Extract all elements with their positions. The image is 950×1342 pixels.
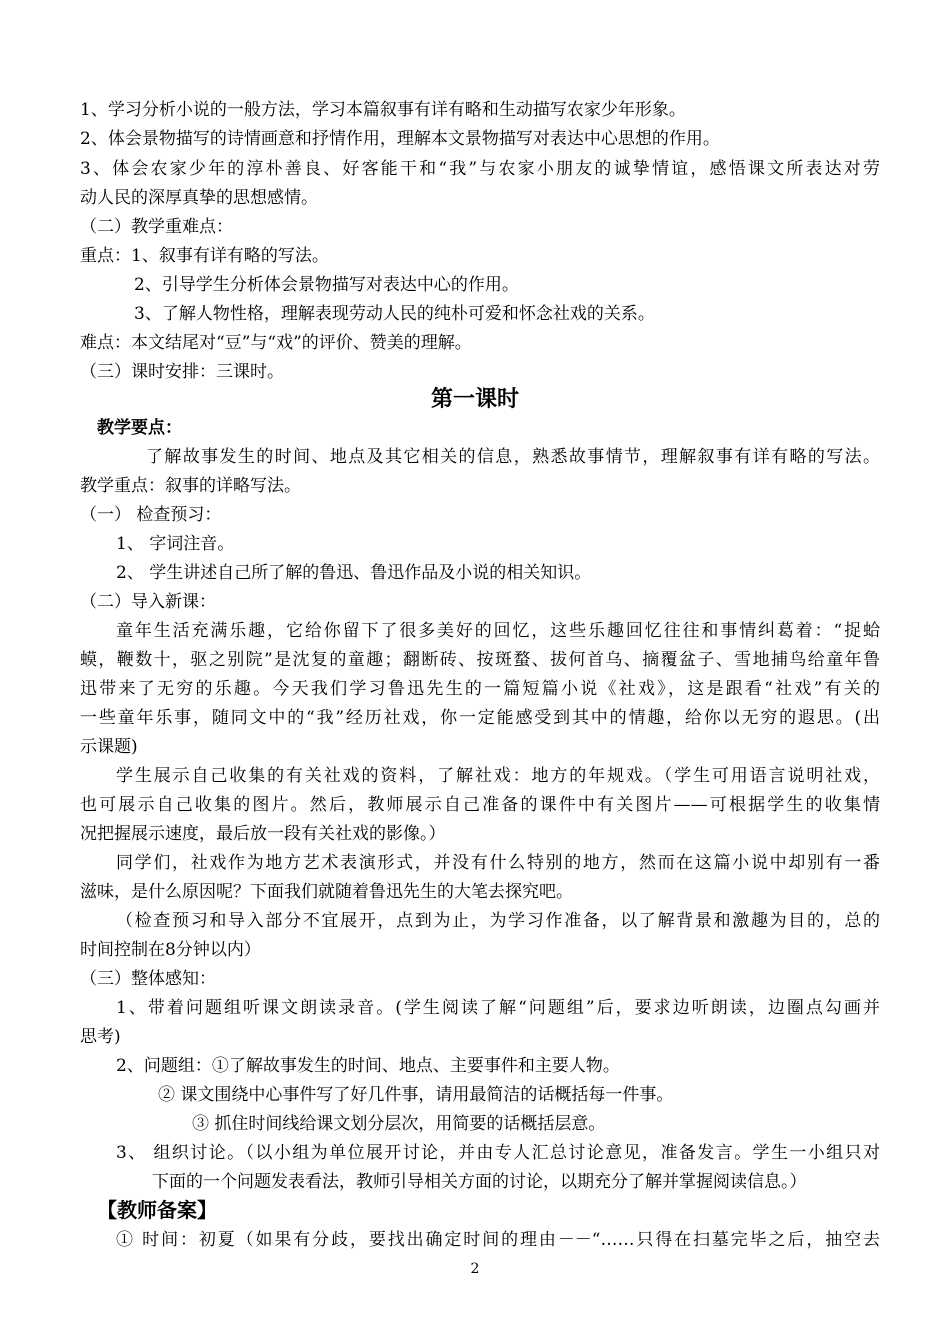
section-key-points-heading: （二）教学重难点： bbox=[80, 217, 233, 237]
key-point-1: 重点：1、叙事有详有略的写法。 bbox=[80, 246, 329, 266]
materials-paragraph-line-3: 况把握展示速度，最后放一段有关社戏的影像。） bbox=[80, 824, 446, 844]
remark-paragraph-line-1: （检查预习和导入部分不宜展开，点到为止，为学习作准备，以了解背景和激趣为目的，总的 bbox=[116, 911, 880, 931]
discussion-line-1: 3、 组织讨论。（以小组为单位展开讨论，并由专人汇总讨论意见，准备发言。学生一小组只对 bbox=[116, 1143, 880, 1163]
question-group-1: 2、问题组：①了解故事发生的时间、地点、主要事件和主要人物。 bbox=[116, 1056, 620, 1076]
intro-paragraph-line-1: 童年生活充满乐趣，它给你留下了很多美好的回忆，这些乐趣回忆往往和事情纠葛着：“捉蛤 bbox=[116, 621, 880, 641]
difficulty-point: 难点：本文结尾对“豆”与“戏”的评价、赞美的理解。 bbox=[80, 333, 472, 353]
transition-paragraph-line-2: 滋味，是什么原因呢？下面我们就随着鲁迅先生的大笔去探究吧。 bbox=[80, 882, 573, 902]
intro-paragraph-line-2: 蟆，鞭数十，驱之别院”是沈复的童趣；翻断砖、按斑蝥、拔何首乌、摘覆盆子、雪地捕鸟给童年鲁 bbox=[80, 650, 880, 670]
question-group-3: ③ 抓住时间线给课文划分层次，用简要的话概括层意。 bbox=[192, 1114, 606, 1134]
discussion-line-2: 下面的一个问题发表看法，教师引导相关方面的讨论，以期充分了解并掌握阅读信息。） bbox=[152, 1172, 807, 1192]
intro-paragraph-line-3: 迅带来了无穷的乐趣。今天我们学习鲁迅先生的一篇短篇小说《社戏》，这是跟看“社戏”有关的 bbox=[80, 679, 880, 699]
preview-item-1: 1、 字词注音。 bbox=[116, 534, 235, 554]
teaching-points-label: 教学要点： bbox=[97, 418, 182, 438]
teacher-note-time: ① 时间：初夏（如果有分歧，要找出确定时间的理由－－“……只得在扫墓完毕之后，抽空去 bbox=[116, 1230, 880, 1250]
teaching-points-text: 了解故事发生的时间、地点及其它相关的信息，熟悉故事情节，理解叙事有详有略的写法。 bbox=[146, 447, 880, 467]
teacher-notes-heading: 【教师备案】 bbox=[97, 1198, 217, 1222]
section-overall-perception: （三）整体感知： bbox=[80, 969, 216, 989]
page-number: 2 bbox=[470, 1261, 480, 1277]
section-schedule: （三）课时安排：三课时。 bbox=[80, 362, 284, 382]
key-point-2: 2、引导学生分析体会景物描写对表达中心的作用。 bbox=[134, 275, 519, 295]
listening-task-line-2: 思考) bbox=[80, 1027, 121, 1047]
intro-paragraph-line-5: 示课题) bbox=[80, 737, 138, 757]
materials-paragraph-line-1: 学生展示自己收集的有关社戏的资料，了解社戏：地方的年规戏。（学生可用语言说明社戏， bbox=[116, 766, 880, 786]
listening-task-line-1: 1、带着问题组听课文朗读录音。(学生阅读了解“问题组”后，要求边听朗读，边圈点勾画并 bbox=[116, 998, 880, 1018]
teaching-focus: 教学重点：叙事的详略写法。 bbox=[80, 476, 301, 496]
intro-paragraph-line-4: 一些童年乐事，随同文中的“我”经历社戏，你一定能感受到其中的情趣，给你以无穷的遐思。(出 bbox=[80, 708, 880, 728]
objective-3-line-1: 3、体会农家少年的淳朴善良、好客能干和“我”与农家小朋友的诚挚情谊，感悟课文所表达对劳 bbox=[80, 159, 880, 179]
question-group-2: ② 课文围绕中心事件写了好几件事，请用最简洁的话概括每一件事。 bbox=[158, 1085, 674, 1105]
section-introduction: （二）导入新课： bbox=[80, 592, 216, 612]
objective-3-line-2: 动人民的深厚真挚的思想感情。 bbox=[80, 188, 318, 208]
objective-2: 2、体会景物描写的诗情画意和抒情作用，理解本文景物描写对表达中心思想的作用。 bbox=[80, 129, 720, 149]
remark-paragraph-line-2: 时间控制在8分钟以内） bbox=[80, 940, 261, 960]
key-point-3: 3、了解人物性格，理解表现劳动人民的纯朴可爱和怀念社戏的关系。 bbox=[134, 304, 655, 324]
lesson-title: 第一课时 bbox=[430, 386, 519, 412]
materials-paragraph-line-2: 也可展示自己收集的图片。然后，教师展示自己准备的课件中有关图片——可根据学生的收集情 bbox=[80, 795, 880, 815]
objective-1: 1、学习分析小说的一般方法，学习本篇叙事有详有略和生动描写农家少年形象。 bbox=[80, 100, 686, 120]
preview-item-2: 2、 学生讲述自己所了解的鲁迅、鲁迅作品及小说的相关知识。 bbox=[116, 563, 592, 583]
section-preview-check: （一） 检查预习： bbox=[80, 505, 222, 525]
transition-paragraph-line-1: 同学们，社戏作为地方艺术表演形式，并没有什么特别的地方，然而在这篇小说中却别有一番 bbox=[116, 853, 880, 873]
